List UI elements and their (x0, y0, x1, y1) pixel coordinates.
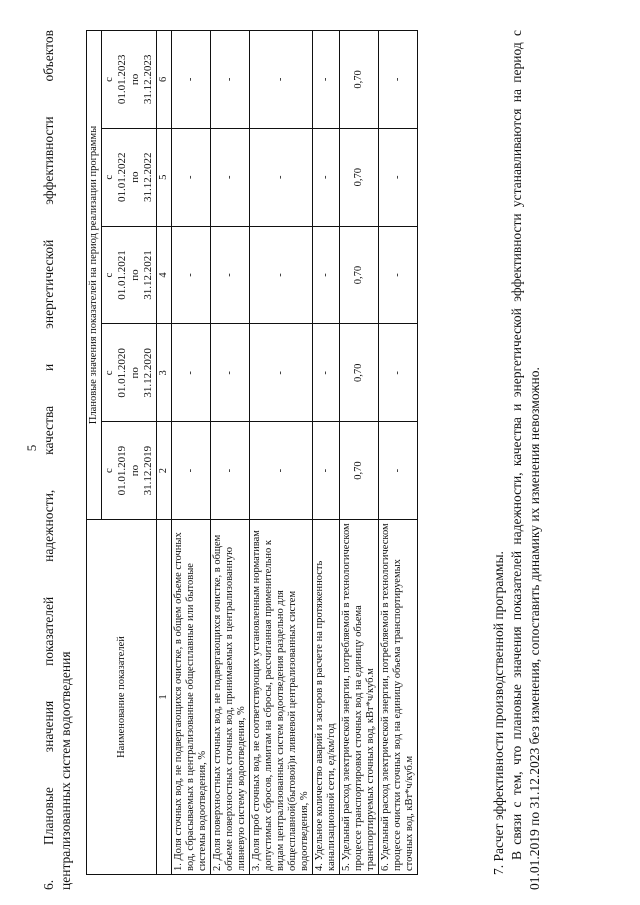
table-header-row (87, 31, 102, 875)
table-row (379, 31, 418, 875)
heading-line-1: 6. Плановые значения показателей надежности, качества и энергетической эффективности объектов (41, 30, 56, 890)
column-number: 1 (157, 520, 172, 875)
indicator-value: - (313, 226, 340, 324)
indicator-value: - (250, 128, 313, 226)
indicator-value: - (172, 128, 211, 226)
column-number: 2 (157, 422, 172, 520)
indicator-value: - (211, 422, 250, 520)
indicator-name: 6. Удельный расход электрической энергии, потребляемой в технологическом процессе очистки сточных вод на единицу объема транспортируемых сточных вод, кВт*ч/куб.м (379, 520, 418, 875)
indicator-value: - (313, 422, 340, 520)
indicator-name: 1. Доля сточных вод, не подвергающихся очистке, в общем объеме сточных вод, сбрасываемых в централизованные общесплавные или бытовые системы водоотведения, % (172, 520, 211, 875)
indicator-value: 0,70 (340, 128, 379, 226)
indicator-value: - (313, 31, 340, 129)
table-row (313, 31, 340, 875)
indicator-value: - (379, 226, 418, 324)
indicator-value: - (313, 128, 340, 226)
column-number-row (157, 31, 172, 875)
indicator-value: - (172, 324, 211, 422)
indicator-value: - (379, 31, 418, 129)
indicator-value: - (379, 324, 418, 422)
indicator-value: - (172, 226, 211, 324)
col-name-header: Наименование показателей (87, 520, 157, 875)
column-number: 5 (157, 128, 172, 226)
indicator-value: - (250, 422, 313, 520)
heading-line-2: централизованных систем водоотведения (58, 651, 73, 890)
indicator-value: 0,70 (340, 324, 379, 422)
column-number: 4 (157, 226, 172, 324)
period-header: с 01.01.2022 по 31.12.2022 (102, 128, 157, 226)
indicator-value: - (172, 31, 211, 129)
indicator-name: 3. Доля проб сточных вод, не соответствующих установленным нормативам допустимых сбросов, лимитам на сбросы, рассчитанная применительно к видам централизованных систем водоотведения раздельно для общесплавной(бытовой)и ливневой централизованных систем водоотведения, % (250, 520, 313, 875)
table-row (250, 31, 313, 875)
indicator-value: - (211, 31, 250, 129)
column-number: 6 (157, 31, 172, 129)
indicator-value: 0,70 (340, 31, 379, 129)
table-row (211, 31, 250, 875)
indicator-name: 4. Удельное количество аварий и засоров в расчете на протяженность канализационной сети, ед/км/год (313, 520, 340, 875)
period-header: с 01.01.2023 по 31.12.2023 (102, 31, 157, 129)
indicator-value: 0,70 (340, 226, 379, 324)
indicator-value: - (172, 422, 211, 520)
indicator-value: - (211, 128, 250, 226)
indicator-value: - (250, 324, 313, 422)
indicator-value: - (211, 324, 250, 422)
period-header: с 01.01.2021 по 31.12.2021 (102, 226, 157, 324)
footer-text (490, 30, 544, 890)
indicator-name: 5. Удельный расход электрической энергии, потребляемой в технологическом процессе транспортировки сточных вод на единицу объема транспортируемых сточных вод, кВт*ч/куб.м (340, 520, 379, 875)
column-number: 3 (157, 324, 172, 422)
table-row (172, 31, 211, 875)
period-header: с 01.01.2020 по 31.12.2020 (102, 324, 157, 422)
indicator-name: 2. Доля поверхностных сточных вод, не подвергающихся очистке, в общем объеме поверхностных сточных вод, принимаемых в централизованную ливневую систему водоотведения, % (211, 520, 250, 875)
efficiency-paragraph: В связи с тем, что плановые значения показателей надежности, качества и энергетической эффективности устанавливаются на период с 01.01.2019 по 31.12.2023 без изменения, сопоставить динамику их изменения невозможно. (509, 30, 542, 890)
period-header: с 01.01.2019 по 31.12.2019 (102, 422, 157, 520)
indicator-value: - (379, 422, 418, 520)
indicator-value: 0,70 (340, 422, 379, 520)
indicator-value: - (211, 226, 250, 324)
page-number: 5 (24, 444, 39, 452)
section-heading (40, 30, 74, 890)
indicator-value: - (313, 324, 340, 422)
indicator-value: - (379, 128, 418, 226)
rotated-page-content (40, 30, 600, 890)
indicator-value: - (250, 31, 313, 129)
col-plan-header: Плановые значения показателей на период реализации программы (87, 31, 102, 520)
indicators-table (86, 30, 418, 875)
table-row (340, 31, 379, 875)
indicator-value: - (250, 226, 313, 324)
section-7-title: 7. Расчет эффективности производственной программы. (491, 551, 506, 875)
